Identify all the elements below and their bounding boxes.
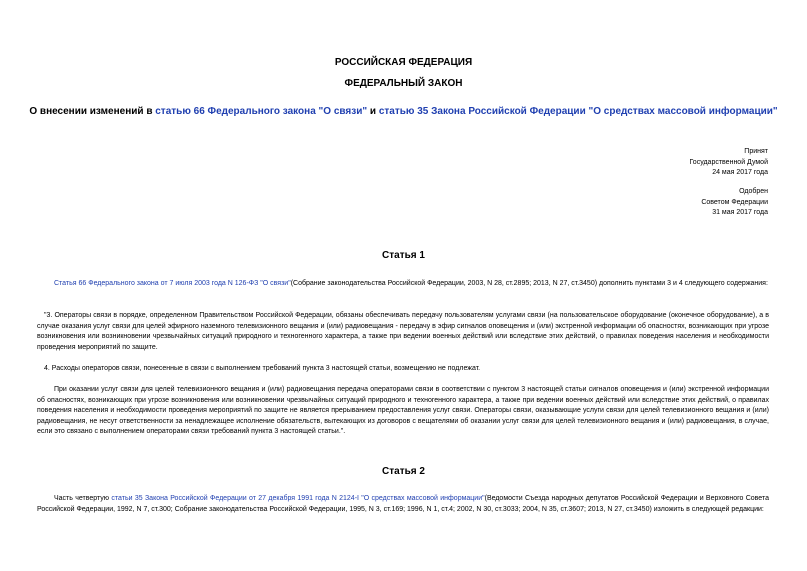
adoption-status: Принят	[744, 148, 768, 155]
article-1-intro-link[interactable]: Статья 66 Федерального закона от 7 июля 2003 года N 126-ФЗ "О связи"	[54, 280, 291, 287]
article-1-intro-text: (Собрание законодательства Российской Федерации, 2003, N 28, ст.2895; 2013, N 27, ст.3450) дополнить пунктами 3 и 4 следующего содержания:	[290, 280, 768, 287]
article-1-point-4-continued	[37, 385, 769, 438]
approval-status: Одобрен	[739, 188, 768, 195]
approval-date: 31 мая 2017 года	[712, 209, 768, 216]
article-2-heading: Статья 2	[382, 466, 425, 477]
subject-middle: и	[367, 106, 379, 117]
article-1-intro	[37, 279, 769, 290]
article-1-point-3	[37, 311, 769, 353]
point-4-continued-text: При оказании услуг связи для целей телевизионного вещания и (или) радиовещания передача операторами связи в соответствии с пунктом 3 настоящей статьи сигналов оповещения и (или) экстренной информации об опасностях, возникающих при угрозе возникновения или возникновении чрезвычайных ситуаций природного и техногенного характера, а также при ведении военных действий или вследствие этих действий, о правилах поведения населения и необходимости проведения мероприятий по защите не является прерыванием предоставления услуг связи. Операторы связи, оказывающие услуги связи для целей телевизионного вещания и (или) радиовещания, не несут ответственности за ненадлежащее исполнение обязательств, вытекающих из договоров с вещателями об оказании услуг связи для целей телевизионного вещания и (или) радиовещания, в случае, если это связано с выполнением операторами связи требований пункта 3 настоящей статьи.".	[37, 386, 769, 436]
article-2-intro-link[interactable]: статьи 35 Закона Российской Федерации от 27 декабря 1991 года N 2124-I "О средствах массовой информации"	[111, 495, 485, 502]
approval-body: Советом Федерации	[701, 198, 768, 206]
article-1-point-4	[37, 364, 769, 375]
adoption-block	[689, 147, 768, 179]
adoption-body: Государственной Думой	[689, 158, 768, 166]
law-type-title: ФЕДЕРАЛЬНЫЙ ЗАКОН	[344, 78, 463, 89]
country-title: РОССИЙСКАЯ ФЕДЕРАЦИЯ	[334, 57, 473, 68]
article-1-heading: Статья 1	[382, 250, 425, 261]
point-4-text: 4. Расходы операторов связи, понесенные в связи с выполнением требований пункта 3 настоящей статьи, возмещению не подлежат.	[44, 365, 481, 372]
article-2-intro-prefix: Часть четвертую	[54, 495, 112, 502]
article-2-intro-text: (Ведомости Съезда народных депутатов Российской Федерации и Верховного Совета Российской Федерации, 1992, N 7, ст.300; Собрание законодательства Российской Федерации, 1995, N 3, ст.169; 1996, N 1, ст.4; 2002, N 30, ст.3033; 2004, N 35, ст.3607; 2013, N 27, ст.3450) изложить в следующей редакции:	[37, 495, 769, 513]
point-3-text: "3. Операторы связи в порядке, определенном Правительством Российской Федерации, обязаны обеспечивать передачу пользователям услугами связи (на пользовательское оборудование (оконечное оборудование), а в случае оказания услуг связи для целей эфирного наземного телевизионного вещания и (или) радиовещания - передачу в эфир сигналов оповещения и (или) экстренной информации об опасностях, возникающих при угрозе возникновения или возникновении чрезвычайных ситуаций природного и техногенного характера, а также при ведении военных действий или вследствие этих действий, о правилах поведения населения и необходимости проведения мероприятий по защите.	[37, 312, 769, 351]
adoption-date: 24 мая 2017 года	[712, 169, 768, 176]
law-subject	[0, 106, 807, 117]
subject-link-article-35[interactable]: статью 35 Закона Российской Федерации "О средствах массовой информации"	[378, 106, 778, 117]
article-2-intro	[37, 494, 769, 515]
approval-block	[701, 187, 768, 219]
subject-link-article-66[interactable]: статью 66 Федерального закона "О связи"	[155, 106, 368, 117]
subject-prefix: О внесении изменений в	[29, 106, 156, 117]
